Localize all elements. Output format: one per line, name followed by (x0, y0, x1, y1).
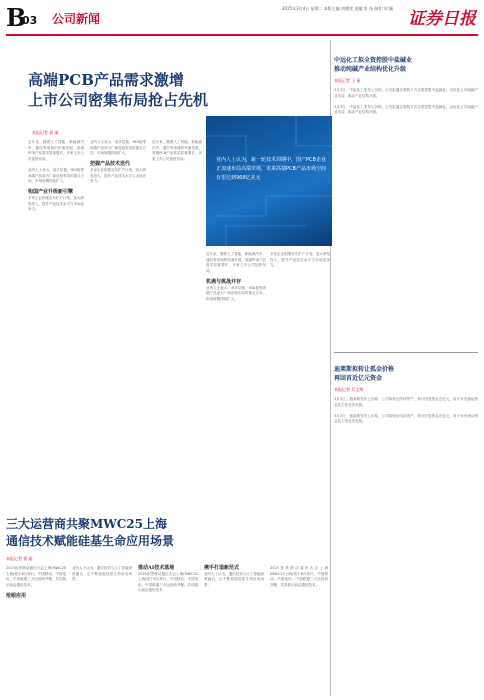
story3-headline-line2: 推动纯碱产业结构优化升级 (334, 66, 407, 73)
header-meta: 2025年3月4日 星期二 本版主编:刘德宽 责编:张 扬 制作:刘 颖 (282, 6, 393, 11)
story1-para: 近年来，随着人工智能、新能源汽车、通信等领域的快速发展，高端PCB产品需求显著增长，多家上市公司加快布局。 (152, 140, 202, 161)
story3-para: 3月3日，中盐化工发布公告称，公司拟通过收购方式全资控股中盐碱业，以优化公司纯碱产业布局，推动产业结构升级。 (334, 104, 478, 115)
header-rule (6, 34, 478, 36)
story1-headline-line2: 上市公司密集布局抢占先机 (28, 91, 209, 109)
story1-col3 (152, 140, 202, 510)
story2-headline[interactable] (6, 516, 328, 550)
story1-para: 近年来，随着人工智能、新能源汽车、通信等领域的快速发展，高端PCB产品需求显著增长，多家上市公司加快布局。 (28, 140, 84, 161)
story1-para: 业内人士表示，高多层板、HDI板等高端产品成为厂商竞相布局的重点方向，市场规模持续扩大。 (206, 285, 266, 301)
story1-subhead2: 把握产品技术迭代 (90, 161, 131, 168)
story2-subhead2: 推动AI技术落地 (138, 565, 175, 571)
story3-body (334, 88, 478, 348)
story2-para: 2025世界移动通信大会上海(MWC25上海)将于6月举行，中国移动、中国电信、中国联通三大运营商齐聚，共同展示前沿通信技术。 (6, 566, 66, 587)
story2-headline-line1: 三大运营商共聚MWC25上海 (6, 517, 168, 531)
story1-headline[interactable] (28, 70, 328, 110)
story2-para: 业内人士认为，通信技术与人工智能深度融合，正不断拓展硅基生命应用场景。 (204, 571, 264, 587)
story2-para: 2025世界移动通信大会上海(MWC25上海)将于6月举行，中国移动、中国电信、中国联通三大运营商齐聚，共同展示前沿通信技术。 (270, 566, 328, 587)
story1-para: 业内人士表示，高多层板、HDI板等高端产品成为厂商竞相布局的重点方向，市场规模持续扩大。 (90, 140, 146, 156)
story2-col1 (6, 566, 66, 696)
story1-col4 (206, 252, 266, 508)
story2-subhead1: 抢眼应用 (6, 592, 27, 599)
page-code: B (6, 3, 27, 32)
story2-byline: 本报记者 贾 丽 (6, 556, 33, 561)
story1-headline-line1: 高端PCB产品需求激增 (28, 71, 184, 89)
story1-para: 多家企业相继宣布扩产计划，加大研发投入，提升产品技术水平与市场竞争力。 (90, 167, 146, 184)
story1-subhead1: 钩国产业升级新引擎 (28, 189, 74, 196)
story1-col2 (90, 140, 146, 510)
section-title: 公司新闻 (52, 12, 101, 26)
story1-image-caption: 业内人士认为，新一轮技术周期中，国产PCB企业正加速布局高端市场，未来高端PCB产品市场空间有望达到968亿美元 (216, 157, 326, 181)
story2-subhead3: 携手打造新范式 (204, 565, 240, 571)
story3-headline-line1: 中远化工拟全资控股中盐碱业 (334, 57, 413, 64)
story2-col4 (204, 566, 264, 696)
story2-headline-line2: 通信技术赋能硅基生命应用场景 (6, 534, 175, 548)
story2-col2 (72, 566, 132, 696)
story2-para: 业内人士认为，通信技术与人工智能深度融合，正不断拓展硅基生命应用场景。 (72, 566, 132, 582)
story1-col1 (28, 140, 84, 510)
brand-logo: 证券日报 (408, 9, 476, 29)
story4-byline: 本报记者 吴文博 (334, 387, 364, 392)
story1-para: 业内人士表示，高多层板、HDI板等高端产品成为厂商竞相布局的重点方向，市场规模持续扩大。 (28, 167, 84, 184)
story4-para: 3月3日，迪莱斯发布公告称，公司拟转让所持资产，预计回笼资金近亿元，用于补充流动资金及主营业务发展。 (334, 397, 478, 407)
story1-subhead3: 机遇与挑战并存 (206, 278, 242, 285)
story3-headline[interactable] (334, 56, 478, 74)
story1-col5 (270, 252, 330, 508)
story3-para: 3月3日，中盐化工发布公告称，公司拟通过收购方式全资控股中盐碱业，以优化公司纯碱产业布局，推动产业结构升级。 (334, 88, 478, 98)
story4-headline[interactable] (334, 365, 478, 383)
story1-para: 多家企业相继宣布扩产计划，加大研发投入，提升产品技术水平与市场竞争力。 (270, 252, 330, 268)
story2-col5 (270, 566, 328, 696)
right-column (334, 40, 478, 637)
story1-para: 近年来，随着人工智能、新能源汽车、通信等领域的快速发展，高端PCB产品需求显著增长，多家上市公司加快布局。 (206, 252, 266, 273)
right-divider (334, 352, 478, 353)
page-number: 03 (22, 14, 38, 27)
story3-byline: 本报记者 王 丽 (334, 78, 361, 83)
story4-headline-line2: 再回首近亿元资金 (334, 375, 383, 382)
story4-body (334, 397, 478, 637)
story1-image (206, 116, 332, 246)
story1-para: 多家企业相继宣布扩产计划，加大研发投入，提升产品技术水平与市场竞争力。 (28, 195, 84, 212)
story4-headline-line1: 迪莱斯拟转让孤金价格 (334, 366, 395, 373)
story2-col3 (138, 566, 198, 696)
story2-para: 2025世界移动通信大会上海(MWC25上海)将于6月举行，中国移动、中国电信、中国联通三大运营商齐聚，共同展示前沿通信技术。 (138, 571, 198, 593)
page-header (0, 0, 484, 38)
story1-byline: 本报记者 贾 丽 (32, 130, 59, 135)
story4-para: 3月3日，迪莱斯发布公告称，公司拟转让所持资产，预计回笼资金近亿元，用于补充流动资金及主营业务发展。 (334, 413, 478, 424)
